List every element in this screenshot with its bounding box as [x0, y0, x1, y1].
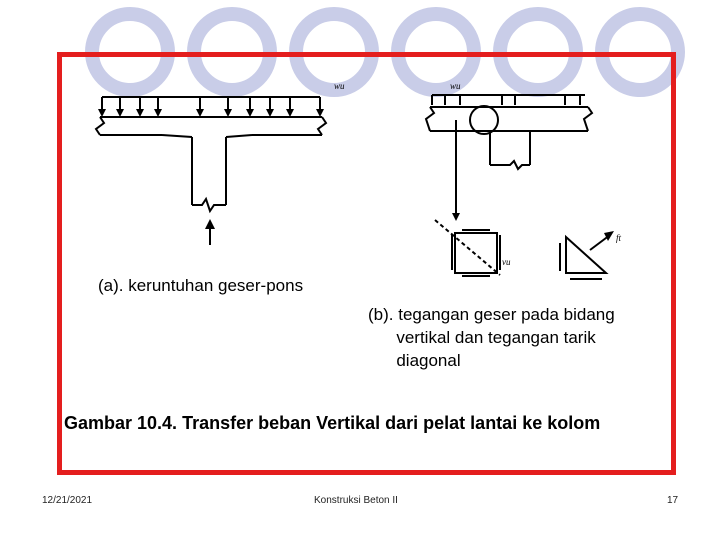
figure-caption: Gambar 10.4. Transfer beban Vertikal dari pelat lantai ke kolom — [64, 413, 601, 433]
label-wu-a: wu — [334, 81, 345, 91]
footer-page-number: 17 — [667, 495, 679, 506]
label-wu-b: wu — [450, 81, 461, 91]
punching-shear-figure — [90, 75, 650, 285]
figure-b — [426, 95, 610, 279]
label-ft: ft — [616, 233, 622, 243]
caption-b: (b). tegangan geser pada bidang vertikal dan tegangan tarik diagonal — [368, 305, 615, 370]
caption-a: (a). keruntuhan geser-pons — [98, 276, 304, 295]
footer-title: Konstruksi Beton II — [314, 495, 398, 506]
label-vu: vu — [502, 257, 511, 267]
footer-date: 12/21/2021 — [42, 495, 93, 506]
